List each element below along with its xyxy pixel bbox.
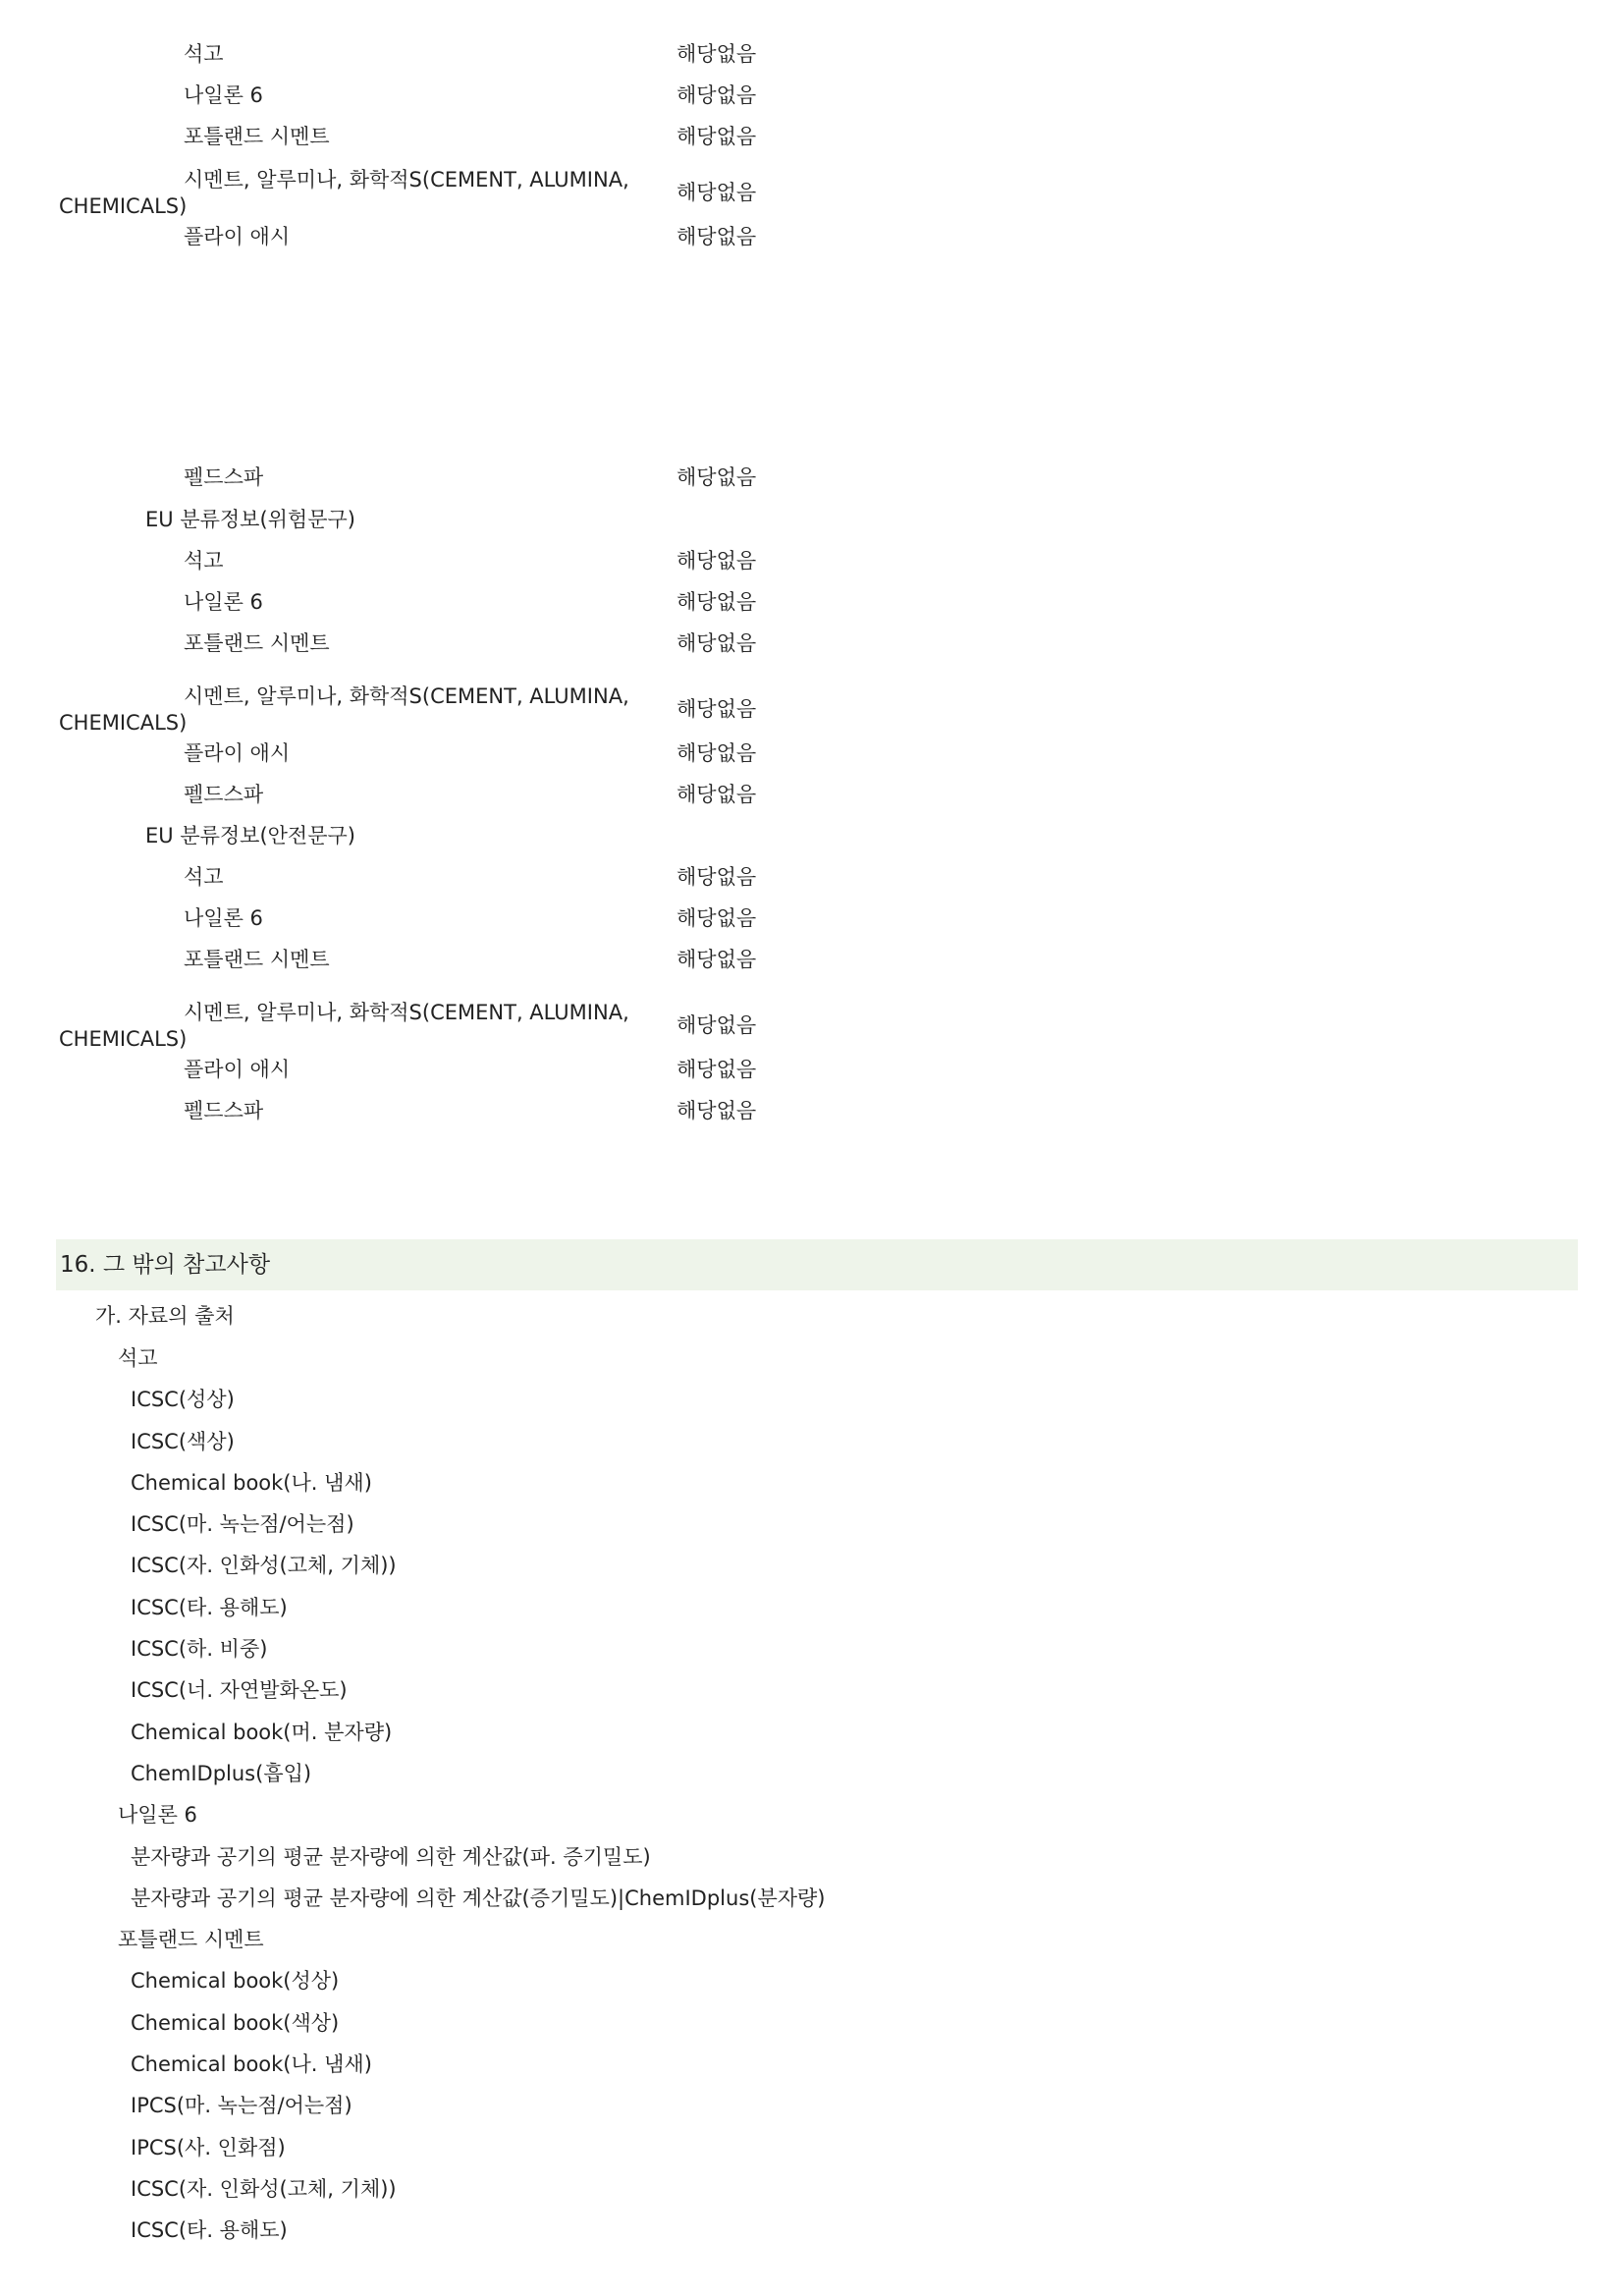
classification-value: 해당없음 xyxy=(677,1013,757,1037)
classification-value: 해당없음 xyxy=(677,465,757,489)
source-item: Chemical book(나. 냄새) xyxy=(131,1471,372,1495)
classification-value: 해당없음 xyxy=(677,741,757,765)
section-header xyxy=(56,1239,1578,1290)
substance-name: 포틀랜드 시멘트 xyxy=(184,948,330,971)
classification-subheading: EU 분류정보(위험문구) xyxy=(145,508,355,531)
classification-value: 해당없음 xyxy=(677,865,757,889)
classification-value: 해당없음 xyxy=(677,783,757,806)
classification-value: 해당없음 xyxy=(677,697,757,721)
classification-subheading: EU 분류정보(안전문구) xyxy=(145,824,355,847)
source-item: ICSC(자. 인화성(고체, 기체)) xyxy=(131,1554,397,1577)
substance-name: 플라이 애시 xyxy=(184,225,291,248)
classification-value: 해당없음 xyxy=(677,42,757,66)
substance-name: 펠드스파 xyxy=(184,465,264,489)
source-item: Chemical book(나. 냄새) xyxy=(131,2052,372,2076)
source-item: 분자량과 공기의 평균 분자량에 의한 계산값(파. 증기밀도) xyxy=(131,1845,651,1869)
substance-name: 펠드스파 xyxy=(184,1099,264,1122)
source-item: Chemical book(색상) xyxy=(131,2011,340,2035)
material-name: 포틀랜드 시멘트 xyxy=(118,1928,264,1951)
substance-name: 나일론 6 xyxy=(184,83,263,107)
substance-name: 플라이 애시 xyxy=(184,1058,291,1081)
classification-value: 해당없음 xyxy=(677,125,757,148)
classification-value: 해당없음 xyxy=(677,590,757,614)
source-item: ICSC(너. 자연발화온도) xyxy=(131,1678,348,1702)
material-name: 나일론 6 xyxy=(118,1803,197,1827)
classification-value: 해당없음 xyxy=(677,181,757,204)
source-item: IPCS(마. 녹는점/어는점) xyxy=(131,2094,352,2117)
section-subtitle: 가. 자료의 출처 xyxy=(95,1304,235,1328)
substance-name: 나일론 6 xyxy=(184,906,263,930)
source-item: ICSC(타. 용해도) xyxy=(131,1596,288,1619)
substance-name: 시멘트, 알루미나, 화학적S(CEMENT, ALUMINA, CHEMICALS) xyxy=(59,1001,629,1051)
classification-value: 해당없음 xyxy=(677,631,757,655)
source-item: ICSC(성상) xyxy=(131,1388,235,1411)
source-item: ICSC(하. 비중) xyxy=(131,1637,268,1661)
substance-name: 석고 xyxy=(184,549,224,573)
section-title: 16. 그 밖의 참고사항 xyxy=(60,1252,271,1278)
classification-value: 해당없음 xyxy=(677,906,757,930)
substance-name: 시멘트, 알루미나, 화학적S(CEMENT, ALUMINA, CHEMICALS) xyxy=(59,168,629,218)
substance-name: 나일론 6 xyxy=(184,590,263,614)
substance-name: 석고 xyxy=(184,42,224,66)
substance-name: 시멘트, 알루미나, 화학적S(CEMENT, ALUMINA, CHEMICALS) xyxy=(59,684,629,735)
classification-value: 해당없음 xyxy=(677,948,757,971)
classification-value: 해당없음 xyxy=(677,1058,757,1081)
substance-name: 포틀랜드 시멘트 xyxy=(184,631,330,655)
source-item: ChemIDplus(흡입) xyxy=(131,1762,312,1785)
substance-name: 포틀랜드 시멘트 xyxy=(184,125,330,148)
classification-value: 해당없음 xyxy=(677,83,757,107)
source-item: ICSC(색상) xyxy=(131,1430,235,1453)
source-item: Chemical book(성상) xyxy=(131,1969,340,1993)
source-item: Chemical book(머. 분자량) xyxy=(131,1721,393,1744)
classification-value: 해당없음 xyxy=(677,225,757,248)
source-item: ICSC(타. 용해도) xyxy=(131,2218,288,2242)
material-name: 석고 xyxy=(118,1346,158,1370)
source-item: ICSC(마. 녹는점/어는점) xyxy=(131,1512,354,1536)
source-item: ICSC(자. 인화성(고체, 기체)) xyxy=(131,2177,397,2201)
substance-name: 펠드스파 xyxy=(184,783,264,806)
classification-value: 해당없음 xyxy=(677,549,757,573)
source-item: 분자량과 공기의 평균 분자량에 의한 계산값(증기밀도)|ChemIDplus(분자량) xyxy=(131,1886,826,1910)
substance-name: 플라이 애시 xyxy=(184,741,291,765)
substance-name: 석고 xyxy=(184,865,224,889)
source-item: IPCS(사. 인화점) xyxy=(131,2136,286,2159)
classification-value: 해당없음 xyxy=(677,1099,757,1122)
